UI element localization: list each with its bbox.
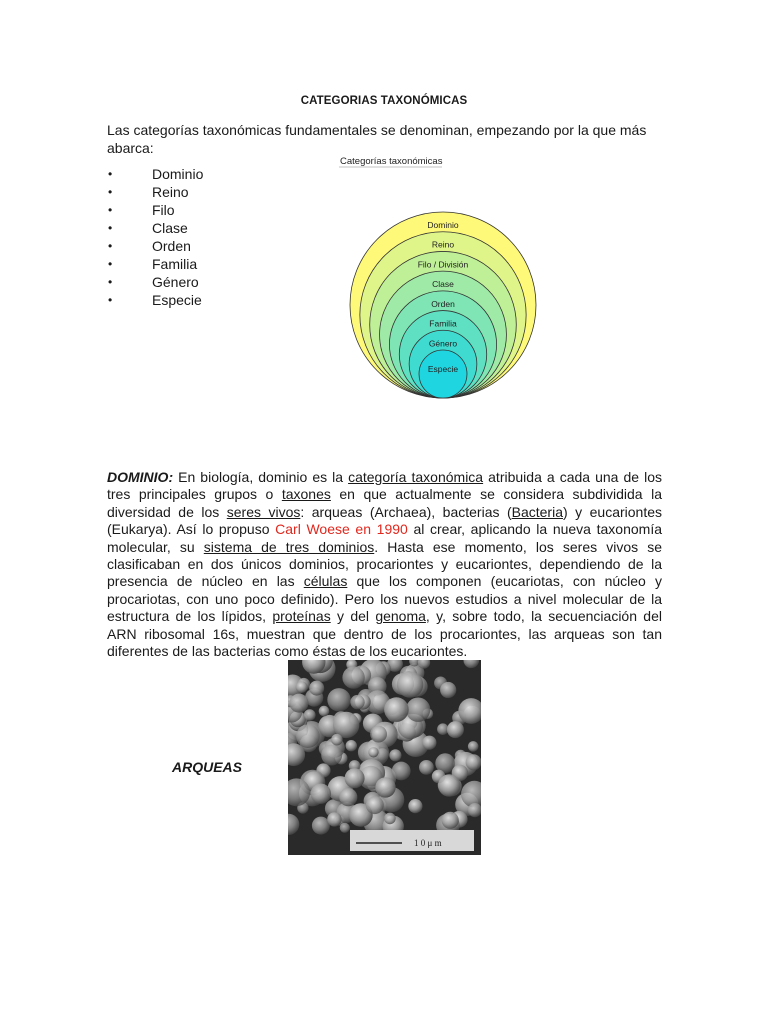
list-item xyxy=(107,165,203,183)
micrograph-cell xyxy=(309,681,324,696)
paragraph-text: : arqueas (Archaea), bacterias ( xyxy=(300,503,512,520)
bullet-icon: • xyxy=(108,221,113,235)
micrograph-cell xyxy=(339,788,357,806)
micrograph-cell xyxy=(296,681,308,693)
intro-paragraph: Las categorías taxonómicas fundamentales se denominan, empezando por la que más abarca: xyxy=(107,122,647,156)
micrograph-cell xyxy=(397,671,423,697)
bullet-icon: • xyxy=(108,239,113,253)
paragraph-text: en que actualmente se considera subdividida la diversidad de los xyxy=(107,486,662,520)
micrograph-cell xyxy=(370,726,387,743)
paragraph-text: ) y eucariontes (Eukarya). Así lo propuso xyxy=(107,503,662,538)
link-bacteria[interactable]: Bacteria xyxy=(511,503,563,520)
list-item-label: Clase xyxy=(152,220,188,236)
dominio-paragraph xyxy=(107,469,662,660)
micrograph-cell xyxy=(366,796,384,814)
list-item xyxy=(107,237,203,255)
diagram-ring-label: Reino xyxy=(431,239,455,250)
taxonomy-nested-circles-diagram xyxy=(330,150,560,405)
micrograph-cell xyxy=(468,741,479,752)
diagram-ring-label: Especie xyxy=(427,364,459,374)
micrograph-cell xyxy=(442,812,459,829)
micrograph-cell xyxy=(327,688,350,711)
bullet-icon: • xyxy=(108,275,113,289)
list-item-label: Género xyxy=(152,274,199,290)
list-item xyxy=(107,273,203,291)
arqueas-label: ARQUEAS xyxy=(172,759,243,775)
micrograph-cell xyxy=(327,812,341,826)
micrograph-cell xyxy=(384,697,409,722)
micrograph-cell xyxy=(296,724,320,748)
diagram-ring-label: Dominio xyxy=(427,220,459,230)
micrograph-cell xyxy=(389,749,401,761)
paragraph-text: , y, sobre todo, la secuenciación del ARN ribosomal 16s, muestran que dentro de los procariontes, las arqueas son tan diferentes de las bacterias como éstas de los eucariontes. xyxy=(107,608,662,660)
diagram-ring xyxy=(419,350,467,398)
diagram-ring-label: Orden xyxy=(431,298,455,309)
micrograph-cell xyxy=(321,745,342,766)
diagram-ring-label: Familia xyxy=(429,318,457,329)
micrograph-cell xyxy=(438,774,460,796)
paragraph-text: atribuida a cada una de los tres principales grupos o xyxy=(107,469,663,503)
micrograph-cell xyxy=(331,734,343,746)
micrograph-cell xyxy=(345,768,365,788)
list-item-label: Especie xyxy=(152,292,202,308)
micrograph-cell xyxy=(406,698,430,722)
highlight-carl-woese: Carl Woese en 1990 xyxy=(275,521,408,538)
micrograph-cell xyxy=(342,666,364,688)
paragraph-text: y del xyxy=(330,608,376,625)
paragraph-text: En biología, dominio es la xyxy=(173,469,349,485)
link-genoma[interactable]: genoma xyxy=(375,608,426,625)
link-seres-vivos[interactable]: seres vivos xyxy=(226,503,301,520)
micrograph-cell xyxy=(447,721,464,738)
bullet-icon: • xyxy=(108,185,113,199)
micrograph-cell xyxy=(290,694,309,713)
micrograph-cell xyxy=(368,747,378,757)
list-item-label: Reino xyxy=(152,184,189,200)
link-sistema-tres-dominios[interactable]: sistema de tres dominios xyxy=(203,538,375,555)
arqueas-micrograph-image xyxy=(288,660,481,855)
link-categoria-taxonomica[interactable]: categoría taxonómica xyxy=(348,469,484,485)
list-item xyxy=(107,183,203,201)
link-taxones[interactable]: taxones xyxy=(281,486,331,503)
list-item-label: Orden xyxy=(152,238,191,254)
micrograph-cell xyxy=(419,760,434,775)
scale-bar-box xyxy=(350,830,474,851)
diagram-ring-label: Filo / División xyxy=(417,259,469,270)
list-item xyxy=(107,291,203,309)
list-item-label: Filo xyxy=(152,202,175,218)
link-proteinas[interactable]: proteínas xyxy=(272,608,331,625)
paragraph-text: . Hasta ese momento, los seres vivos se clasificaban en dos únicos dominios, procariontes y eucariontes, dependiendo de la presencia de núcleo en las xyxy=(107,538,663,590)
diagram-ring-label: Género xyxy=(428,338,458,349)
micrograph-cell xyxy=(340,823,350,833)
list-item xyxy=(107,201,203,219)
bullet-icon: • xyxy=(108,167,113,181)
micrograph-cell xyxy=(311,784,331,804)
dominio-heading: DOMINIO: xyxy=(107,469,174,485)
diagram-title: Categorías taxonómicas xyxy=(340,156,443,167)
micrograph-cell xyxy=(346,740,357,751)
list-item-label: Familia xyxy=(152,256,198,272)
list-item xyxy=(107,219,203,237)
scale-bar-label: 1 0 μ m xyxy=(414,838,442,848)
micrograph-cell xyxy=(384,813,396,825)
micrograph-cell xyxy=(312,817,330,835)
micrograph-cell xyxy=(408,799,422,813)
micrograph-cell xyxy=(319,706,330,717)
paragraph-text: que los componen (eucariotas, con núcleo y procariotas, con uno poco definido). Pero los nuevos estudios a nivel molecular de la estructura de los lípidos, xyxy=(107,573,662,625)
bullet-icon: • xyxy=(108,257,113,271)
bullet-icon: • xyxy=(108,203,113,217)
micrograph-cell xyxy=(304,709,316,721)
bullet-icon: • xyxy=(108,293,113,307)
micrograph-cell xyxy=(466,754,481,770)
list-item xyxy=(107,255,203,273)
list-item-label: Dominio xyxy=(152,166,204,182)
micrograph-cell xyxy=(392,762,411,781)
page-title: CATEGORIAS TAXONÓMICAS xyxy=(300,95,468,107)
category-list xyxy=(107,165,203,309)
micrograph-cell xyxy=(440,682,456,698)
link-celulas[interactable]: células xyxy=(303,573,348,590)
paragraph-text: al crear, aplicando la nueva taxonomía molecular, su xyxy=(107,521,662,555)
diagram-ring-label: Clase xyxy=(432,279,454,290)
micrograph-cell xyxy=(422,736,436,750)
micrograph-cell xyxy=(350,695,364,709)
micrograph-cell xyxy=(375,777,395,797)
